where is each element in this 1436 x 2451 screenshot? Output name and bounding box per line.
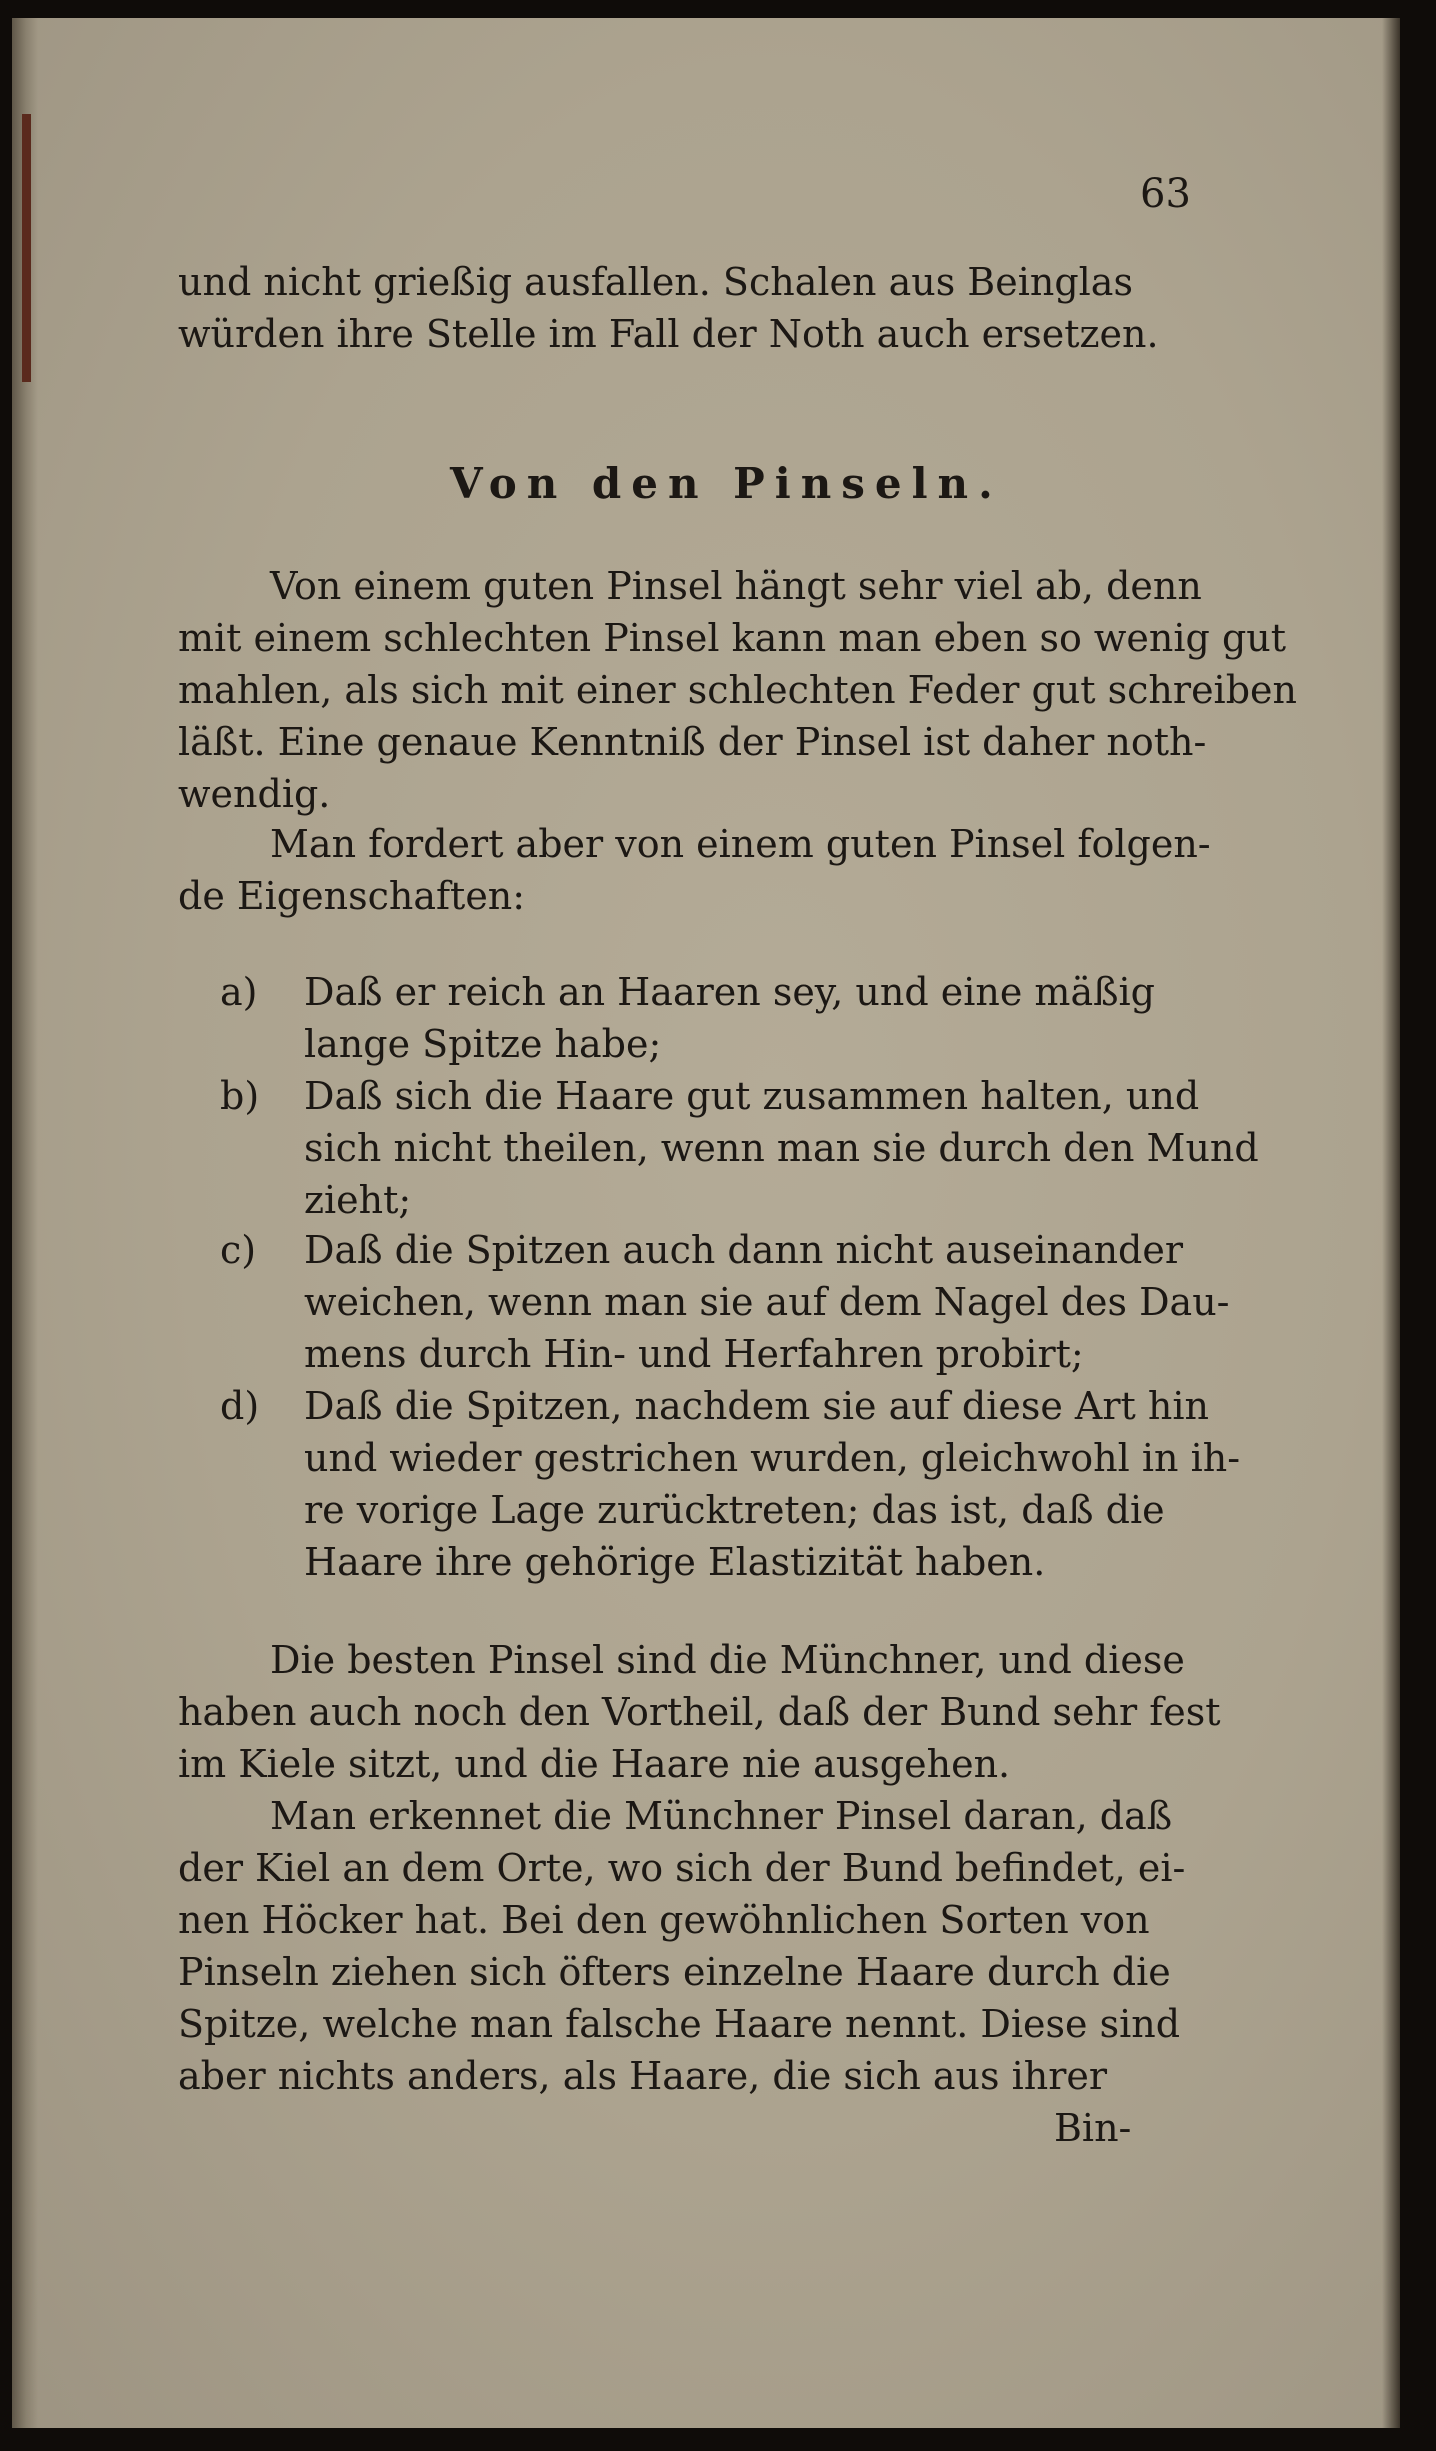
list-item-line: lange Spitze habe;: [304, 1022, 662, 1066]
paragraph-line: mit einem schlechten Pinsel kann man eben so wenig gut: [178, 616, 1287, 660]
list-item-line: Daß sich die Haare gut zusammen halten, und: [304, 1074, 1200, 1118]
list-item-line: sich nicht theilen, wenn man sie durch den Mund: [304, 1126, 1259, 1170]
paragraph-line: Man fordert aber von einem guten Pinsel folgen-: [270, 822, 1211, 866]
paragraph-line: Spitze, welche man falsche Haare nennt. Diese sind: [178, 2002, 1181, 2046]
list-item-line: Daß die Spitzen auch dann nicht auseinander: [304, 1228, 1184, 1272]
paragraph-line: Man erkennet die Münchner Pinsel daran, daß: [270, 1794, 1173, 1838]
paragraph-line: aber nichts anders, als Haare, die sich aus ihrer: [178, 2054, 1108, 2098]
page-number: 63: [1140, 171, 1191, 217]
paragraph-line: Pinseln ziehen sich öfters einzelne Haare durch die: [178, 1950, 1171, 1994]
list-marker: a): [220, 970, 258, 1014]
paragraph-line: Die besten Pinsel sind die Münchner, und diese: [270, 1638, 1185, 1682]
paragraph-line: mahlen, als sich mit einer schlechten Feder gut schreiben: [178, 668, 1297, 712]
paragraph-line: de Eigenschaften:: [178, 874, 526, 918]
list-marker: c): [220, 1228, 257, 1272]
list-item-line: Haare ihre gehörige Elastizität haben.: [304, 1540, 1046, 1584]
list-item-line: Daß er reich an Haaren sey, und eine mäßig: [304, 970, 1155, 1014]
paragraph-line: Von einem guten Pinsel hängt sehr viel ab, denn: [270, 564, 1202, 608]
paragraph-line: nen Höcker hat. Bei den gewöhnlichen Sorten von: [178, 1898, 1150, 1942]
paragraph-line: der Kiel an dem Orte, wo sich der Bund befindet, ei-: [178, 1846, 1186, 1890]
list-item-line: zieht;: [304, 1178, 412, 1222]
paragraph-line: haben auch noch den Vortheil, daß der Bund sehr fest: [178, 1690, 1221, 1734]
book-page: [12, 18, 1400, 2428]
paragraph-line: im Kiele sitzt, und die Haare nie ausgehen.: [178, 1742, 1011, 1786]
paragraph-line: läßt. Eine genaue Kenntniß der Pinsel ist daher noth-: [178, 720, 1207, 764]
list-item-line: Daß die Spitzen, nachdem sie auf diese Art hin: [304, 1384, 1209, 1428]
list-item-line: und wieder gestrichen wurden, gleichwohl in ih-: [304, 1436, 1241, 1480]
binding-strip: [22, 114, 31, 382]
list-marker: d): [220, 1384, 260, 1428]
list-item-line: mens durch Hin- und Herfahren probirt;: [304, 1332, 1084, 1376]
intro-line: und nicht grießig ausfallen. Schalen aus Beinglas: [178, 260, 1133, 304]
paragraph-line: wendig.: [178, 772, 331, 816]
page-edge-shadow: [1382, 18, 1400, 2428]
intro-line: würden ihre Stelle im Fall der Noth auch ersetzen.: [178, 312, 1159, 356]
section-heading: Von den Pinseln.: [450, 459, 1003, 508]
catchword: Bin-: [1054, 2106, 1132, 2150]
list-item-line: re vorige Lage zurücktreten; das ist, daß die: [304, 1488, 1165, 1532]
list-marker: b): [220, 1074, 260, 1118]
list-item-line: weichen, wenn man sie auf dem Nagel des Dau-: [304, 1280, 1230, 1324]
